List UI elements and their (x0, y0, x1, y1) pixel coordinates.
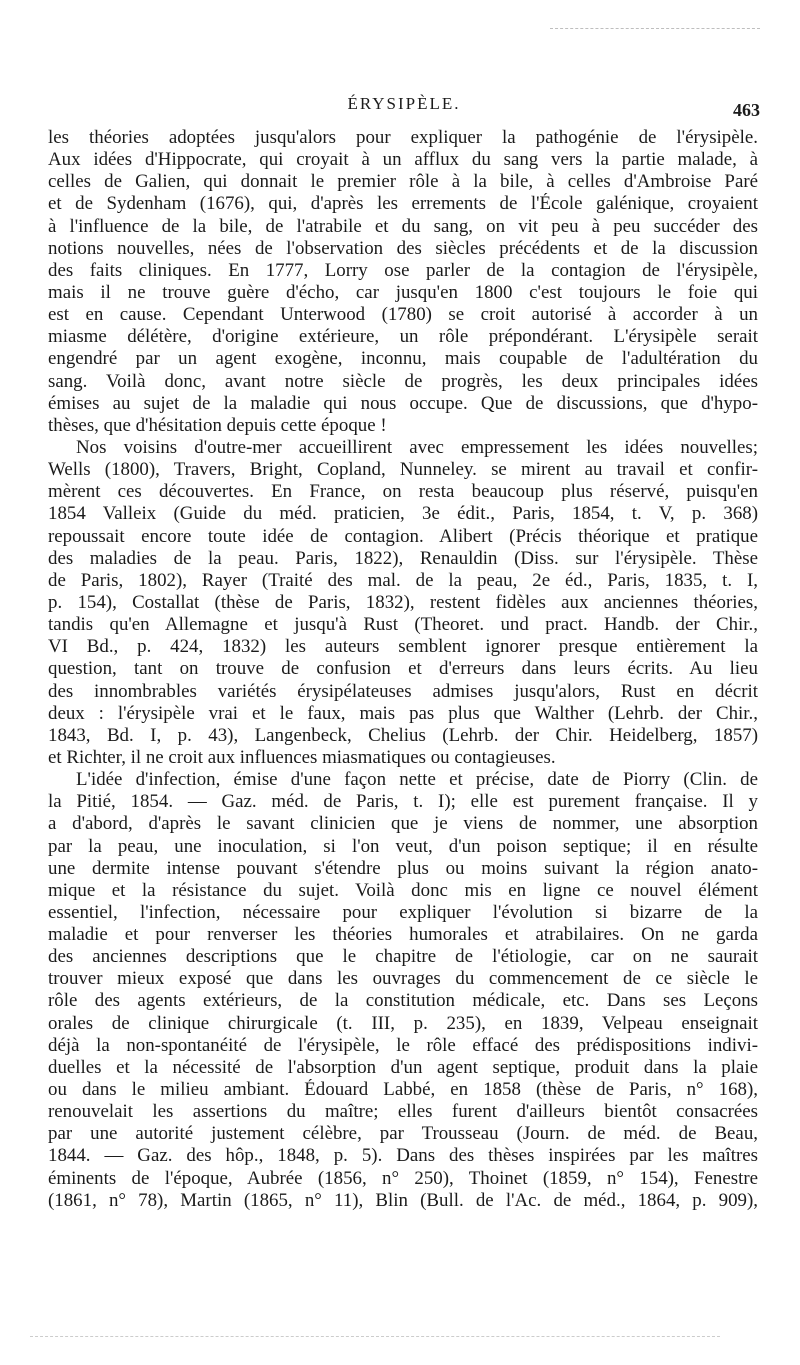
text-line: a d'abord, d'après le savant clinicien que je viens de nommer, une absorption (48, 813, 758, 835)
text-line: et Richter, il ne croit aux influences miasmatiques ou contagieuses. (48, 746, 556, 768)
text-line: engendré par un agent exogène, inconnu, mais coupable de l'adultération du (48, 348, 758, 370)
text-line: mique et la résistance du sujet. Voilà donc mis en ligne ce nouvel élément (48, 879, 758, 901)
text-line: thèses, que d'hésitation depuis cette époque ! (48, 414, 387, 436)
text-line: et de Sydenham (1676), qui, d'après les errements de l'École galénique, croyaient (48, 193, 758, 215)
text-line: repoussait encore toute idée de contagion. Alibert (Précis théorique et pratique (48, 525, 758, 547)
text-line: orales de clinique chirurgicale (t. III, p. 235), en 1839, Velpeau enseignait (48, 1012, 758, 1034)
body-text (48, 127, 758, 1212)
page-number: 463 (733, 100, 760, 120)
text-line: question, tant on trouve de confusion et d'erreurs dans leurs écrits. Au lieu (48, 658, 758, 680)
text-line: des innombrables variétés érysipélateuses admises jusqu'alors, Rust en décrit (48, 680, 758, 702)
text-line: miasme délétère, d'origine extérieure, un rôle prépondérant. L'érysipèle serait (48, 326, 758, 348)
text-line: Wells (1800), Travers, Bright, Copland, Nunneley. se mirent au travail et confir- (48, 459, 758, 481)
text-line: Nos voisins d'outre-mer accueillirent avec empressement les idées nouvelles; (76, 436, 758, 458)
text-line: par la peau, une inoculation, si l'on veut, d'un poison septique; il en résulte (48, 835, 758, 857)
text-line: sang. Voilà donc, avant notre siècle de progrès, les deux principales idées (48, 370, 758, 392)
text-line: duelles et la nécessité de l'absorption d'un agent septique, produit dans la plaie (48, 1056, 758, 1078)
text-line: mèrent ces découvertes. En France, on resta beaucoup plus réservé, puisqu'en (48, 481, 758, 503)
text-line: deux : l'érysipèle vrai et le faux, mais pas plus que Walther (Lehrb. der Chir., (48, 702, 758, 724)
text-line: (1861, n° 78), Martin (1865, n° 11), Blin (Bull. de l'Ac. de méd., 1864, p. 909), (48, 1189, 758, 1211)
text-line: est en cause. Cependant Unterwood (1780) se croit autorisé à accorder à un (48, 304, 758, 326)
text-line: 1843, Bd. I, p. 43), Langenbeck, Chelius (Lehrb. der Chir. Heidelberg, 1857) (48, 724, 758, 746)
scan-artifact (30, 1336, 720, 1337)
text-line: tandis qu'en Allemagne et jusqu'à Rust (Theoret. und pract. Handb. der Chir., (48, 614, 758, 636)
text-line: celles de Galien, qui donnait le premier rôle à la bile, à celles d'Ambroise Paré (48, 171, 758, 193)
text-line: notions nouvelles, nées de l'observation des siècles précédents et de la discussion (48, 237, 758, 259)
running-title: ÉRYSIPÈLE. (347, 94, 461, 113)
scan-artifact (550, 28, 760, 29)
text-line: VI Bd., p. 424, 1832) les auteurs semblent ignorer presque entièrement la (48, 636, 758, 658)
text-line: ou dans le milieu ambiant. Édouard Labbé, en 1858 (thèse de Paris, n° 168), (48, 1079, 758, 1101)
text-line: les théories adoptées jusqu'alors pour expliquer la pathogénie de l'érysipèle. (48, 127, 758, 148)
text-line: rôle des agents extérieurs, de la constitution médicale, etc. Dans ses Leçons (48, 990, 758, 1012)
text-line: des faits cliniques. En 1777, Lorry ose parler de la contagion de l'érysipèle, (48, 259, 758, 281)
text-line: 1854 Valleix (Guide du méd. praticien, 3e édit., Paris, 1854, t. V, p. 368) (48, 503, 758, 525)
text-line: L'idée d'infection, émise d'une façon nette et précise, date de Piorry (Clin. de (76, 769, 758, 791)
text-line: émises au sujet de la maladie qui nous occupe. Que de discussions, que d'hypo- (48, 392, 758, 414)
page-header (48, 94, 760, 124)
text-line: de Paris, 1802), Rayer (Traité des mal. de la peau, 2e éd., Paris, 1835, t. I, (48, 569, 758, 591)
text-line: des anciennes descriptions que le chapitre de l'étiologie, car on ne saurait (48, 946, 758, 968)
text-line: renouvelait les assertions du maître; elles furent d'ailleurs bientôt consacrées (48, 1101, 758, 1123)
text-line: Aux idées d'Hippocrate, qui croyait à un afflux du sang vers la partie malade, à (48, 149, 758, 171)
text-line: mais il ne trouve guère d'écho, car jusqu'en 1800 c'est toujours le foie qui (48, 281, 758, 303)
text-line: des maladies de la peau. Paris, 1822), Renauldin (Diss. sur l'érysipèle. Thèse (48, 547, 758, 569)
text-line: par une autorité justement célèbre, par Trousseau (Journ. de méd. de Beau, (48, 1123, 758, 1145)
text-line: trouver mieux exposé que dans les ouvrages du commencement de ce siècle le (48, 968, 758, 990)
text-line: maladie et pour renverser les théories humorales et atrabilaires. On ne garda (48, 924, 758, 946)
text-line: essentiel, l'infection, nécessaire pour expliquer l'évolution si bizarre de la (48, 901, 758, 923)
text-line: p. 154), Costallat (thèse de Paris, 1832), restent fidèles aux anciennes théories, (48, 591, 758, 613)
text-line: la Pitié, 1854. — Gaz. méd. de Paris, t. I); elle est purement française. Il y (48, 791, 758, 813)
text-line: éminents de l'époque, Aubrée (1856, n° 250), Thoinet (1859, n° 154), Fenestre (48, 1167, 758, 1189)
text-line: à l'influence de la bile, de l'atrabile et du sang, on vit peu à peu succéder des (48, 215, 758, 237)
text-line: une dermite intense pouvant s'étendre plus ou moins suivant la région anato- (48, 857, 758, 879)
text-line: déjà la non-spontanéité de l'érysipèle, le rôle effacé des prédispositions indivi- (48, 1034, 758, 1056)
text-line: 1844. — Gaz. des hôp., 1848, p. 5). Dans des thèses inspirées par les maîtres (48, 1145, 758, 1167)
